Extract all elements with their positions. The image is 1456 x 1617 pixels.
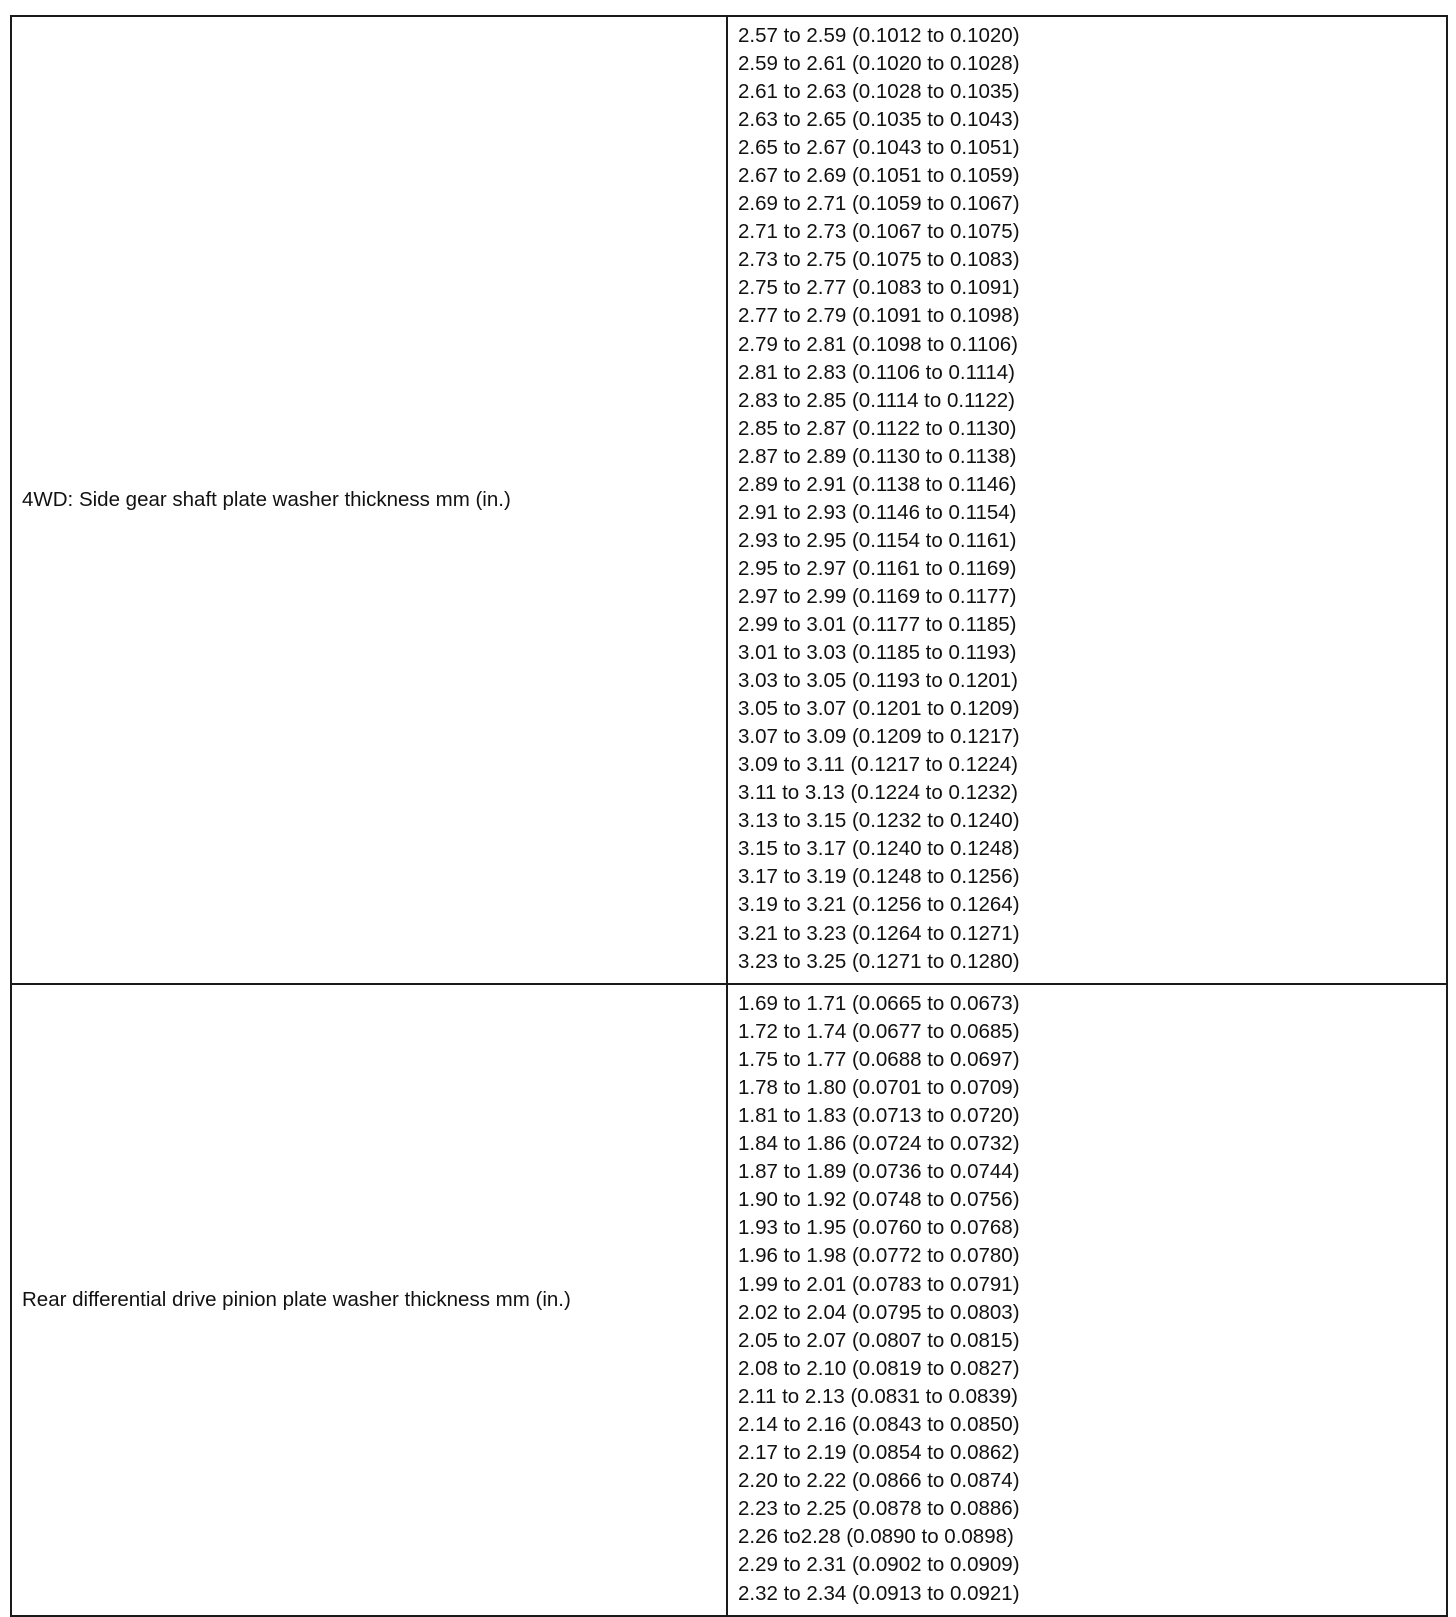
value-range-item: 2.67 to 2.69 (0.1051 to 0.1059) xyxy=(738,164,1020,188)
value-range-item: 2.32 to 2.34 (0.0913 to 0.0921) xyxy=(738,1581,1020,1605)
value-range-item: 2.08 to 2.10 (0.0819 to 0.0827) xyxy=(738,1356,1020,1380)
value-range-item: 3.19 to 3.21 (0.1256 to 0.1264) xyxy=(738,893,1020,917)
value-range-item: 2.26 to2.28 (0.0890 to 0.0898) xyxy=(738,1525,1014,1549)
value-range-item: 2.83 to 2.85 (0.1114 to 0.1122) xyxy=(738,388,1015,412)
value-range-item: 3.09 to 3.11 (0.1217 to 0.1224) xyxy=(738,753,1019,777)
value-range-item: 3.01 to 3.03 (0.1185 to 0.1193) xyxy=(738,641,1017,665)
value-range-item: 3.05 to 3.07 (0.1201 to 0.1209) xyxy=(738,697,1020,721)
values-list xyxy=(738,22,1446,976)
row-label: Rear differential drive pinion plate washer thickness mm (in.) xyxy=(11,984,727,1616)
value-range-item: 2.02 to 2.04 (0.0795 to 0.0803) xyxy=(738,1300,1020,1324)
value-range-item: 2.65 to 2.67 (0.1043 to 0.1051) xyxy=(738,136,1020,160)
value-range-item: 1.81 to 1.83 (0.0713 to 0.0720) xyxy=(738,1103,1020,1127)
value-range-item: 3.07 to 3.09 (0.1209 to 0.1217) xyxy=(738,725,1020,749)
value-range-item: 1.90 to 1.92 (0.0748 to 0.0756) xyxy=(738,1188,1020,1212)
value-range-item: 3.03 to 3.05 (0.1193 to 0.1201) xyxy=(738,669,1019,693)
value-range-item: 1.72 to 1.74 (0.0677 to 0.0685) xyxy=(738,1019,1020,1043)
value-range-item: 1.84 to 1.86 (0.0724 to 0.0732) xyxy=(738,1132,1020,1156)
table-row xyxy=(11,16,1447,984)
row-values-cell xyxy=(727,16,1447,984)
value-range-item: 3.15 to 3.17 (0.1240 to 0.1248) xyxy=(738,837,1020,861)
value-range-item: 2.89 to 2.91 (0.1138 to 0.1146) xyxy=(738,472,1017,496)
value-range-item: 2.71 to 2.73 (0.1067 to 0.1075) xyxy=(738,220,1020,244)
value-range-item: 2.59 to 2.61 (0.1020 to 0.1028) xyxy=(738,52,1020,76)
value-range-item: 2.87 to 2.89 (0.1130 to 0.1138) xyxy=(738,444,1017,468)
value-range-item: 2.73 to 2.75 (0.1075 to 0.1083) xyxy=(738,248,1020,272)
value-range-item: 2.95 to 2.97 (0.1161 to 0.1169) xyxy=(738,556,1017,580)
values-list xyxy=(738,990,1446,1608)
table-row xyxy=(11,984,1447,1616)
value-range-item: 2.17 to 2.19 (0.0854 to 0.0862) xyxy=(738,1441,1020,1465)
value-range-item: 1.96 to 1.98 (0.0772 to 0.0780) xyxy=(738,1244,1020,1268)
value-range-item: 2.29 to 2.31 (0.0902 to 0.0909) xyxy=(738,1553,1020,1577)
value-range-item: 3.23 to 3.25 (0.1271 to 0.1280) xyxy=(738,949,1020,973)
row-values-cell xyxy=(727,984,1447,1616)
value-range-item: 3.21 to 3.23 (0.1264 to 0.1271) xyxy=(738,921,1020,945)
value-range-item: 1.93 to 1.95 (0.0760 to 0.0768) xyxy=(738,1216,1020,1240)
value-range-item: 2.99 to 3.01 (0.1177 to 0.1185) xyxy=(738,612,1017,636)
value-range-item: 2.77 to 2.79 (0.1091 to 0.1098) xyxy=(738,304,1020,328)
value-range-item: 2.14 to 2.16 (0.0843 to 0.0850) xyxy=(738,1413,1020,1436)
value-range-item: 1.99 to 2.01 (0.0783 to 0.0791) xyxy=(738,1272,1020,1296)
value-range-item: 2.75 to 2.77 (0.1083 to 0.1091) xyxy=(738,276,1020,300)
value-range-item: 2.57 to 2.59 (0.1012 to 0.1020) xyxy=(738,24,1020,47)
value-range-item: 2.63 to 2.65 (0.1035 to 0.1043) xyxy=(738,108,1020,132)
value-range-item: 2.91 to 2.93 (0.1146 to 0.1154) xyxy=(738,500,1017,524)
specification-table xyxy=(10,15,1448,1617)
value-range-item: 3.17 to 3.19 (0.1248 to 0.1256) xyxy=(738,865,1020,889)
value-range-item: 1.87 to 1.89 (0.0736 to 0.0744) xyxy=(738,1160,1020,1184)
value-range-item: 2.81 to 2.83 (0.1106 to 0.1114) xyxy=(738,360,1015,384)
value-range-item: 2.23 to 2.25 (0.0878 to 0.0886) xyxy=(738,1497,1020,1521)
value-range-item: 3.13 to 3.15 (0.1232 to 0.1240) xyxy=(738,809,1020,833)
row-label: 4WD: Side gear shaft plate washer thickness mm (in.) xyxy=(11,16,727,984)
value-range-item: 2.69 to 2.71 (0.1059 to 0.1067) xyxy=(738,192,1020,216)
value-range-item: 2.79 to 2.81 (0.1098 to 0.1106) xyxy=(738,332,1019,356)
value-range-item: 1.78 to 1.80 (0.0701 to 0.0709) xyxy=(738,1075,1020,1099)
value-range-item: 2.05 to 2.07 (0.0807 to 0.0815) xyxy=(738,1328,1020,1352)
value-range-item: 1.69 to 1.71 (0.0665 to 0.0673) xyxy=(738,991,1020,1015)
value-range-item: 2.20 to 2.22 (0.0866 to 0.0874) xyxy=(738,1469,1020,1493)
value-range-item: 2.11 to 2.13 (0.0831 to 0.0839) xyxy=(738,1384,1019,1408)
value-range-item: 1.75 to 1.77 (0.0688 to 0.0697) xyxy=(738,1047,1020,1071)
value-range-item: 2.93 to 2.95 (0.1154 to 0.1161) xyxy=(738,528,1017,552)
value-range-item: 2.97 to 2.99 (0.1169 to 0.1177) xyxy=(738,584,1017,608)
value-range-item: 2.61 to 2.63 (0.1028 to 0.1035) xyxy=(738,80,1020,104)
value-range-item: 2.85 to 2.87 (0.1122 to 0.1130) xyxy=(738,416,1017,440)
value-range-item: 3.11 to 3.13 (0.1224 to 0.1232) xyxy=(738,781,1019,805)
